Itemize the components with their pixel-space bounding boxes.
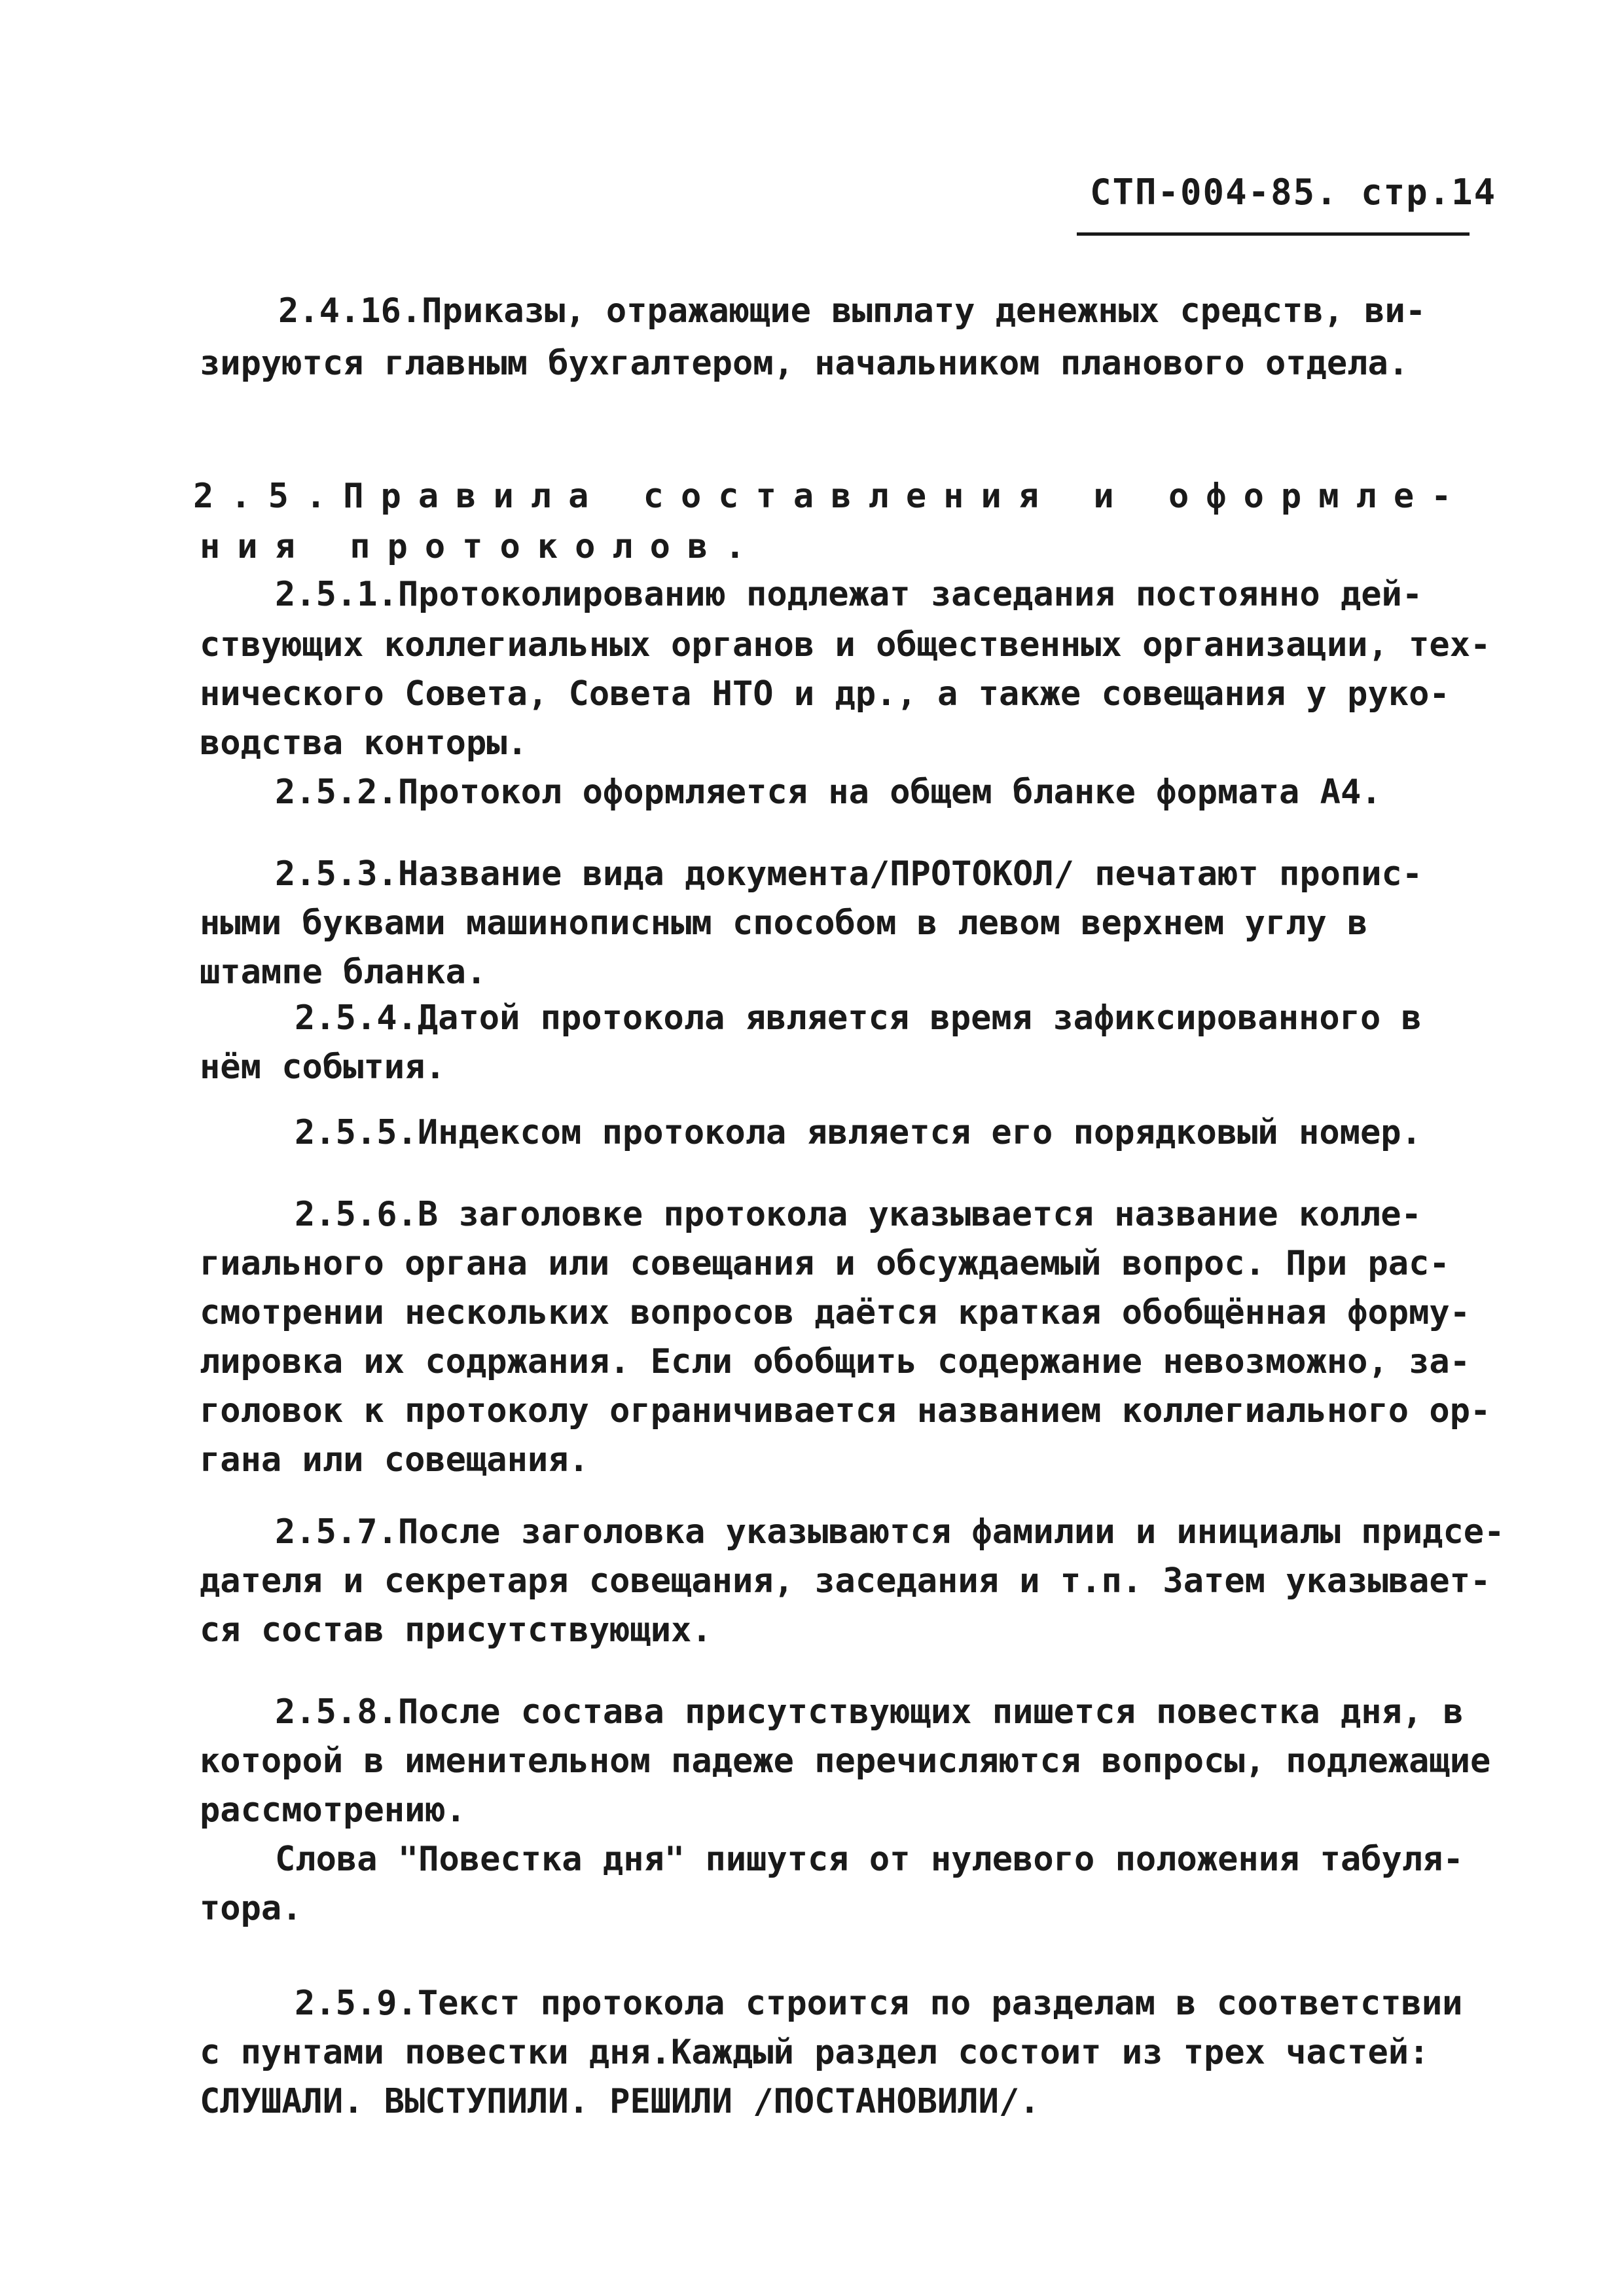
para-2-5-3-line-2: ными буквами машинописным способом в левом верхнем углу в	[200, 903, 1368, 943]
para-2-5-6-line-1: 2.5.6.В заголовке протокола указывается название колле-	[295, 1195, 1422, 1234]
para-2-5-1-line-4: водства конторы.	[200, 723, 528, 763]
para-2-4-16-line-2: зируются главным бухгалтером, начальником планового отдела.	[200, 344, 1409, 383]
para-2-5-9-line-2: с пунтами повестки дня.Каждый раздел состоит из трех частей:	[200, 2033, 1430, 2072]
para-2-5-7-line-1: 2.5.7.После заголовка указываются фамилии и инициалы придсе-	[275, 1512, 1505, 1552]
para-2-5-4-line-2: нём события.	[200, 1048, 446, 1087]
section-2-5-heading-line-1: 2.5.Правила составления и оформле-	[193, 477, 1469, 516]
para-2-5-6-line-2: гиального органа или совещания и обсуждаемый вопрос. При рас-	[200, 1244, 1450, 1283]
para-2-5-6-line-4: лировка их содржания. Если обобщить содержание невозможно, за-	[200, 1342, 1471, 1381]
para-2-5-8-line-3: рассмотрению.	[200, 1791, 466, 1830]
para-2-5-6-line-6: гана или совещания.	[200, 1440, 589, 1480]
para-2-5-7-line-2: дателя и секретаря совещания, заседания и т.п. Затем указывает-	[200, 1561, 1491, 1601]
para-2-5-3-line-3: штампе бланка.	[200, 953, 487, 992]
para-2-5-2-line-1: 2.5.2.Протокол оформляется на общем бланке формата А4.	[275, 773, 1382, 812]
para-2-5-8-line-2: которой в именительном падеже перечисляются вопросы, подлежащие	[200, 1741, 1491, 1781]
para-povestka-line-1: Слова "Повестка дня" пишутся от нулевого положения табуля-	[275, 1840, 1464, 1879]
document-header-code: СТП-004-85. стр.14	[1090, 172, 1497, 213]
para-2-5-8-line-1: 2.5.8.После состава присутствующих пишется повестка дня, в	[275, 1692, 1464, 1732]
para-2-5-4-line-1: 2.5.4.Датой протокола является время зафиксированного в	[295, 998, 1422, 1038]
para-2-5-1-line-3: нического Совета, Совета НТО и др., а также совещания у руко-	[200, 674, 1450, 714]
para-2-5-7-line-3: ся состав присутствующих.	[200, 1611, 712, 1650]
para-2-5-6-line-3: смотрении нескольких вопросов даётся краткая обобщённая форму-	[200, 1293, 1471, 1332]
header-underline	[1077, 232, 1470, 236]
para-2-5-5-line-1: 2.5.5.Индексом протокола является его порядковый номер.	[295, 1113, 1422, 1152]
para-2-5-6-line-5: головок к протоколу ограничивается названием коллегиального ор-	[200, 1391, 1491, 1430]
para-2-5-1-line-2: ствующих коллегиальных органов и общественных организации, тех-	[200, 625, 1491, 665]
section-2-5-heading-line-2: ния протоколов.	[200, 527, 763, 566]
para-2-5-9-line-3: СЛУШАЛИ. ВЫСТУПИЛИ. РЕШИЛИ /ПОСТАНОВИЛИ/.	[200, 2082, 1040, 2121]
para-2-5-1-line-1: 2.5.1.Протоколированию подлежат заседания постоянно дей-	[275, 575, 1423, 614]
para-2-4-16-line-1: 2.4.16.Приказы, отражающие выплату денежных средств, ви-	[278, 291, 1426, 331]
para-2-5-9-line-1: 2.5.9.Текст протокола строится по разделам в соответствии	[295, 1984, 1463, 2023]
para-2-5-3-line-1: 2.5.3.Название вида документа/ПРОТОКОЛ/ печатают пропис-	[275, 854, 1423, 894]
para-povestka-line-2: тора.	[200, 1889, 302, 1928]
